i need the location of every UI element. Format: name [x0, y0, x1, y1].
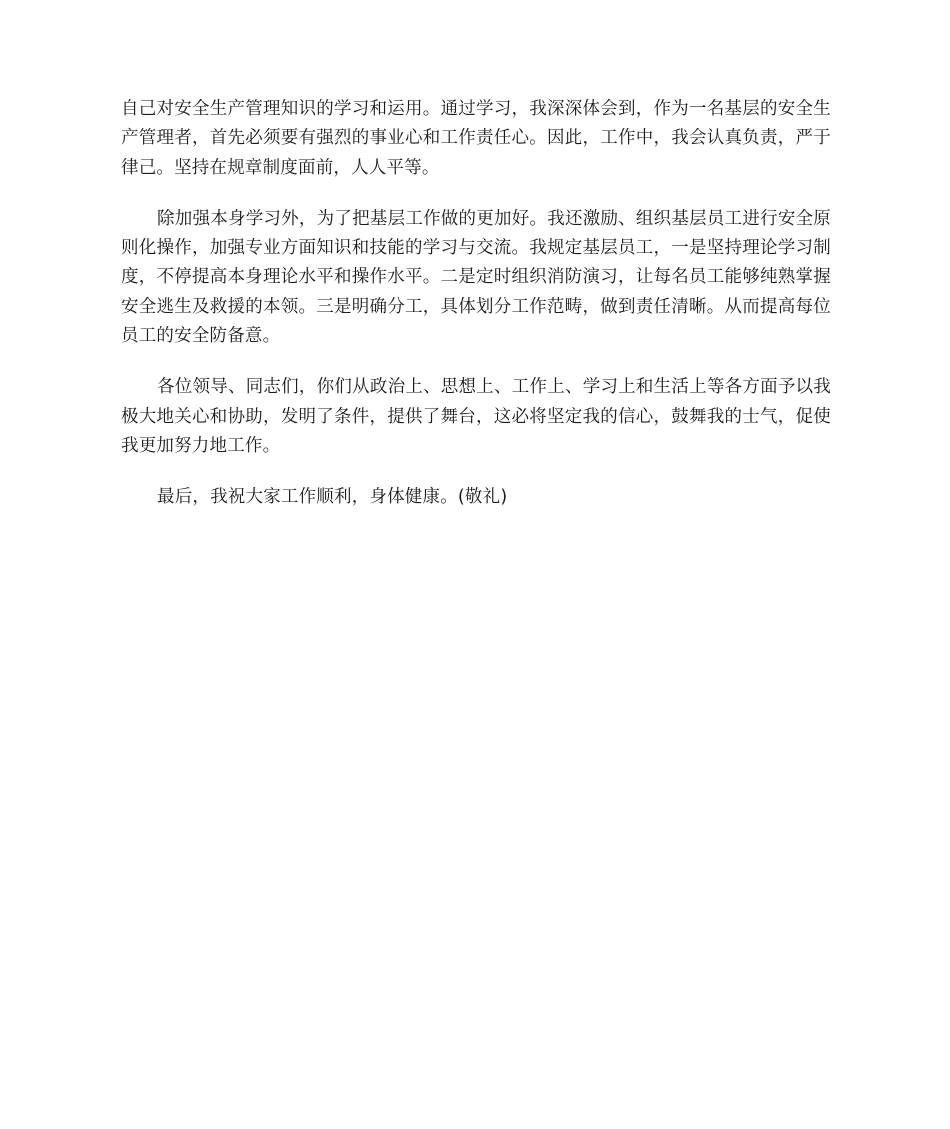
paragraph-1: 自己对安全生产管理知识的学习和运用。通过学习，我深深体会到，作为一名基层的安全生产管理者，首先必须要有强烈的事业心和工作责任心。因此，工作中，我会认真负责，严于律己。坚持在规章制度面前，人人平等。: [121, 99, 831, 178]
document-body: [121, 95, 831, 535]
paragraph-4: 最后，我祝大家工作顺利，身体健康。(敬礼): [157, 487, 508, 508]
paragraph-2: 除加强本身学习外，为了把基层工作做的更加好。我还激励、组织基层员工进行安全原则化操作，加强专业方面知识和技能的学习与交流。我规定基层员工，一是坚持理论学习制度，不停提高本身理论水平和操作水平。二是定时组织消防演习，让每名员工能够纯熟掌握安全逃生及救援的本领。三是明确分工，具体划分工作范畴，做到责任清晰。从而提高每位员工的安全防备意。: [121, 208, 831, 347]
paragraph-3: 各位领导、同志们，你们从政治上、思想上、工作上、学习上和生活上等各方面予以我极大地关心和协助，发明了条件，提供了舞台，这必将坚定我的信心，鼓舞我的士气，促使我更加努力地工作。: [121, 377, 831, 456]
